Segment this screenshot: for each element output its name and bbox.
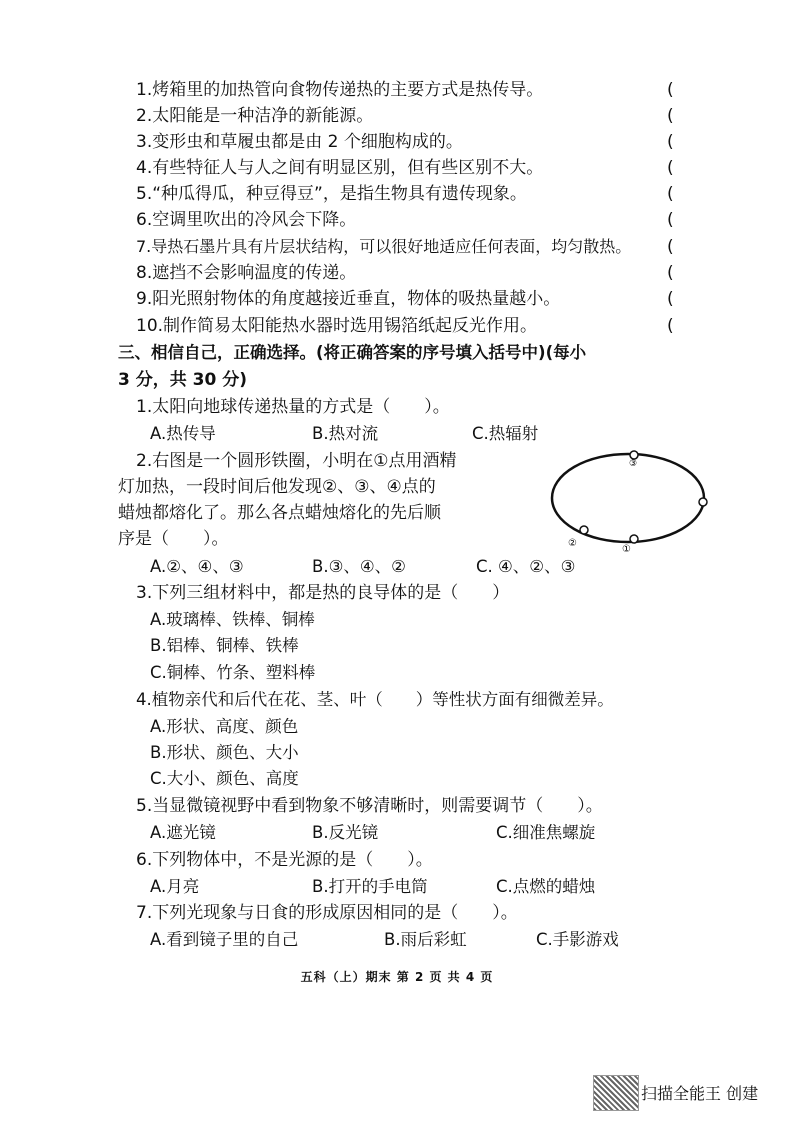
- answer-paren-8: (: [667, 263, 674, 283]
- label-3: ③: [629, 459, 638, 469]
- section-3-title-cont: 3 分，共 30 分): [118, 370, 248, 390]
- q2-stem-line3: 蜡烛都熔化了。那么各点蜡烛熔化的先后顺: [118, 503, 441, 523]
- q2-option-b: B.③、④、②: [312, 557, 406, 576]
- iron-ring-diagram: [548, 446, 708, 556]
- q6-stem: 6.下列物体中，不是光源的是（ ）。: [136, 850, 433, 870]
- tf-item-4: 4.有些特征人与人之间有明显区别，但有些区别不大。: [136, 158, 544, 178]
- q2-option-c: C. ④、②、③: [476, 557, 576, 576]
- tf-item-2: 2.太阳能是一种洁净的新能源。: [136, 106, 374, 126]
- iron-ring: [552, 454, 704, 542]
- q3-stem: 3.下列三组材料中，都是热的良导体的是（ ）: [136, 583, 510, 603]
- q2-stem-line2: 灯加热，一段时间后他发现②、③、④点的: [118, 477, 436, 497]
- q5-option-b: B.反光镜: [312, 823, 379, 842]
- answer-paren-6: (: [667, 210, 674, 230]
- answer-paren-2: (: [667, 106, 674, 126]
- answer-paren-9: (: [667, 289, 674, 309]
- q1-option-a: A.热传导: [150, 424, 216, 443]
- q5-stem: 5.当显微镜视野中看到物象不够清晰时，则需要调节（ ）。: [136, 796, 603, 816]
- q7-option-b: B.雨后彩虹: [384, 930, 467, 949]
- q6-option-b: B.打开的手电筒: [312, 877, 428, 896]
- tf-item-7: 7.导热石墨片具有片层状结构，可以很好地适应任何表面，均匀散热。: [136, 237, 632, 256]
- q1-option-b: B.热对流: [312, 424, 379, 443]
- tf-item-10: 10.制作简易太阳能热水器时选用锡箔纸起反光作用。: [136, 316, 538, 336]
- q4-option-c: C.大小、颜色、高度: [150, 769, 299, 788]
- q7-option-a: A.看到镜子里的自己: [150, 930, 299, 949]
- answer-paren-1: (: [667, 80, 674, 100]
- point-1: [630, 535, 638, 543]
- q4-option-b: B.形状、颜色、大小: [150, 743, 299, 762]
- q3-option-b: B.铝棒、铜棒、铁棒: [150, 636, 299, 655]
- qr-code-icon: [593, 1075, 639, 1111]
- q7-option-c: C.手影游戏: [536, 930, 619, 949]
- q5-option-a: A.遮光镜: [150, 823, 216, 842]
- tf-item-6: 6.空调里吹出的冷风会下降。: [136, 210, 357, 230]
- q7-stem: 7.下列光现象与日食的形成原因相同的是（ ）。: [136, 903, 518, 923]
- tf-item-5: 5.“种瓜得瓜，种豆得豆”，是指生物具有遗传现象。: [136, 184, 527, 204]
- section-3-title: 三、相信自己，正确选择。(将正确答案的序号填入括号中)(每小: [118, 343, 587, 362]
- answer-paren-10: (: [667, 316, 674, 336]
- q4-option-a: A.形状、高度、颜色: [150, 717, 299, 736]
- answer-paren-5: (: [667, 184, 674, 204]
- q5-option-c: C.细准焦螺旋: [496, 823, 596, 842]
- q3-option-a: A.玻璃棒、铁棒、铜棒: [150, 610, 315, 629]
- tf-item-1: 1.烤箱里的加热管向食物传递热的主要方式是热传导。: [136, 80, 544, 100]
- answer-paren-3: (: [667, 132, 674, 152]
- scanner-text: 扫描全能王 创建: [641, 1084, 759, 1103]
- label-1: ①: [622, 544, 631, 555]
- tf-item-8: 8.遮挡不会影响温度的传递。: [136, 263, 357, 283]
- q2-stem-line1: 2.右图是一个圆形铁圈，小明在①点用酒精: [136, 451, 457, 471]
- tf-item-3: 3.变形虫和草履虫都是由 2 个细胞构成的。: [136, 132, 463, 152]
- point-3: [630, 451, 638, 459]
- q4-stem: 4.植物亲代和后代在花、茎、叶（ ）等性状方面有细微差异。: [136, 690, 614, 709]
- q1-option-c: C.热辐射: [472, 424, 539, 443]
- answer-paren-7: (: [667, 237, 674, 257]
- tf-item-9: 9.阳光照射物体的角度越接近垂直，物体的吸热量越小。: [136, 289, 561, 309]
- answer-paren-4: (: [667, 158, 674, 178]
- page-footer: 五科（上）期末 第 2 页 共 4 页: [300, 970, 494, 984]
- q1-stem: 1.太阳向地球传递热量的方式是（ ）。: [136, 397, 450, 417]
- q6-option-c: C.点燃的蜡烛: [496, 877, 596, 896]
- point-2: [580, 526, 588, 534]
- label-2: ②: [568, 538, 577, 549]
- scanner-watermark: [593, 1075, 783, 1109]
- q3-option-c: C.铜棒、竹条、塑料棒: [150, 663, 316, 682]
- q2-option-a: A.②、④、③: [150, 557, 244, 576]
- q6-option-a: A.月亮: [150, 877, 200, 896]
- point-4: [699, 498, 707, 506]
- q2-stem-line4: 序是（ ）。: [118, 529, 229, 549]
